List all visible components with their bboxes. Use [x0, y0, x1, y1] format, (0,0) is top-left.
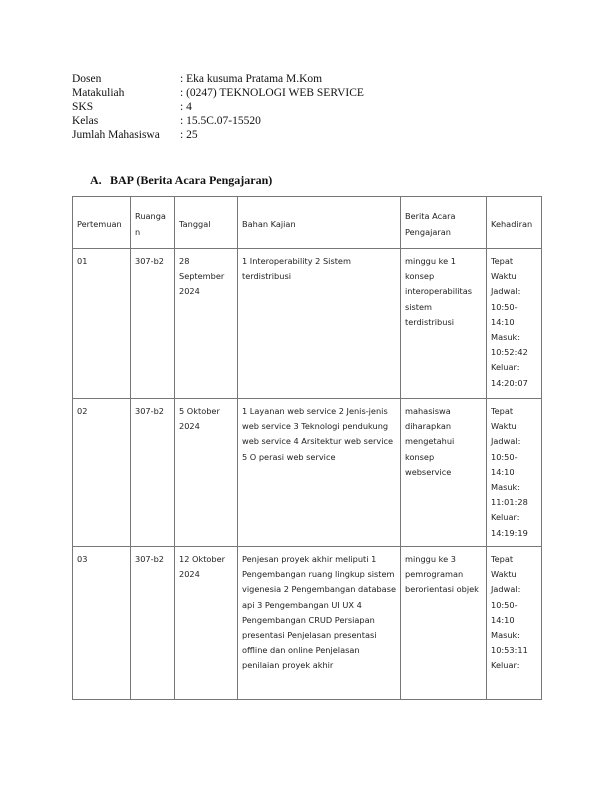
info-label: Jumlah Mahasiswa	[72, 129, 160, 141]
cell-bahan-kajian: 1 Interoperability 2 Sistem terdistribusi	[238, 249, 401, 399]
header-pertemuan: Pertemuan	[73, 197, 131, 249]
table-header-row	[73, 197, 542, 249]
cell-pertemuan: 03	[73, 547, 131, 700]
header-tanggal: Tanggal	[175, 197, 238, 249]
cell-ruangan: 307-b2	[131, 249, 175, 399]
header-kehadiran: Kehadiran	[487, 197, 542, 249]
cell-ruangan: 307-b2	[131, 399, 175, 547]
header-ruangan: Ruangan	[131, 197, 175, 249]
info-row-sks	[72, 100, 364, 114]
table-row	[73, 547, 542, 700]
info-row-jumlah-mahasiswa	[72, 128, 364, 142]
header-berita-acara: Berita Acara Pengajaran	[401, 197, 487, 249]
info-value: : (0247) TEKNOLOGI WEB SERVICE	[180, 87, 364, 99]
cell-kehadiran: Tepat Waktu Jadwal: 10:50-14:10 Masuk: 11:01:28 Keluar: 14:19:19	[487, 399, 542, 547]
info-row-matakuliah	[72, 86, 364, 100]
cell-tanggal: 5 Oktober 2024	[175, 399, 238, 547]
info-value: : 15.5C.07-15520	[180, 115, 261, 127]
cell-ruangan: 307-b2	[131, 547, 175, 700]
cell-pertemuan: 02	[73, 399, 131, 547]
info-row-kelas	[72, 114, 364, 128]
info-value: : 25	[180, 129, 198, 141]
cell-tanggal: 28 September 2024	[175, 249, 238, 399]
header-bahan-kajian: Bahan Kajian	[238, 197, 401, 249]
section-letter: A.	[90, 173, 102, 187]
table-row	[73, 249, 542, 399]
info-row-dosen	[72, 72, 364, 86]
cell-berita-acara: minggu ke 1 konsep interoperabilitas sistem terdistribusi	[401, 249, 487, 399]
bap-table	[72, 196, 542, 700]
cell-kehadiran: Tepat Waktu Jadwal: 10:50-14:10 Masuk: 10:52:42 Keluar: 14:20:07	[487, 249, 542, 399]
cell-bahan-kajian: Penjesan proyek akhir meliputi 1 Pengembangan ruang lingkup sistem vigenesia 2 Pengembangan database api 3 Pengembangan UI UX 4 Pengembangan CRUD Persiapan presentasi Penjelasan presentasi offline dan online Penjelasan penilaian proyek akhir	[238, 547, 401, 700]
info-label: Dosen	[72, 73, 102, 85]
cell-bahan-kajian: 1 Layanan web service 2 Jenis-jenis web service 3 Teknologi pendukung web service 4 Arsitektur web service 5 O perasi web service	[238, 399, 401, 547]
info-label: SKS	[72, 101, 94, 113]
cell-pertemuan: 01	[73, 249, 131, 399]
info-value: : Eka kusuma Pratama M.Kom	[180, 73, 323, 85]
course-info	[72, 72, 364, 142]
cell-berita-acara: minggu ke 3 pemrograman berorientasi objek	[401, 547, 487, 700]
info-label: Kelas	[72, 115, 99, 127]
info-value: : 4	[180, 101, 192, 113]
info-label: Matakuliah	[72, 87, 125, 99]
table-row	[73, 399, 542, 547]
section-title	[90, 173, 272, 188]
cell-tanggal: 12 Oktober 2024	[175, 547, 238, 700]
section-title-text: BAP (Berita Acara Pengajaran)	[110, 173, 273, 187]
cell-berita-acara: mahasiswa diharapkan mengetahui konsep webservice	[401, 399, 487, 547]
cell-kehadiran: Tepat Waktu Jadwal: 10:50-14:10 Masuk: 10:53:11 Keluar:	[487, 547, 542, 700]
